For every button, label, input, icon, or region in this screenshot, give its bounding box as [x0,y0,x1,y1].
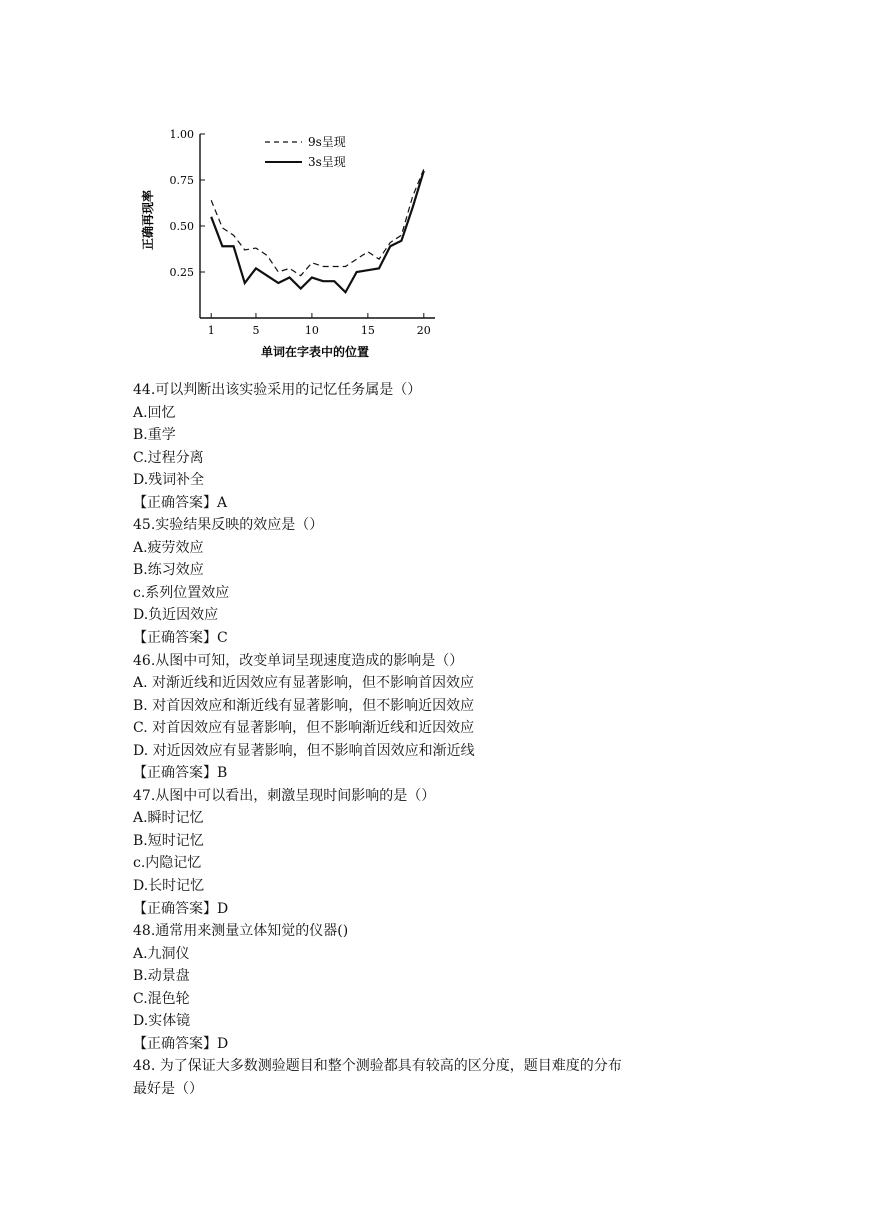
series-line-9s [211,169,424,276]
text-line: D.实体镜 [133,1013,191,1030]
x-tick-label: 20 [416,324,431,337]
x-tick-label: 5 [252,324,260,337]
chart-ticks [170,128,431,337]
series-line-3s [211,171,424,292]
text-line: C. 对首因效应有显著影响，但不影响渐近线和近因效应 [133,720,475,737]
y-tick-label: 0.50 [169,220,194,233]
text-line: 48. 为了保证大多数测验题目和整个测验都具有较高的区分度，题目难度的分布 [133,1058,622,1075]
text-line: 【正确答案】D [133,1035,229,1052]
text-line: 48.通常用来测量立体知觉的仪器() [133,923,349,940]
x-axis-label: 单词在字表中的位置 [260,345,370,359]
text-line: 最好是（） [133,1080,203,1097]
text-line: D.长时记忆 [133,878,205,895]
text-line: c.系列位置效应 [133,584,230,601]
legend-label: 3s呈现 [308,155,346,169]
text-line: c.内隐记忆 [133,855,202,872]
text-line: D.残词补全 [133,472,205,489]
legend-label: 9s呈现 [308,135,346,149]
question-text [133,379,753,1101]
chart-series [211,169,424,292]
text-line: 【正确答案】B [133,765,228,782]
text-line: 44.可以判断出该实验采用的记忆任务属是（） [133,382,422,398]
y-tick-label: 0.25 [169,266,194,279]
text-line: A.回忆 [133,404,176,421]
text-line: C.过程分离 [133,449,204,466]
text-line: 【正确答案】D [133,900,229,917]
text-line: B.短时记忆 [133,832,204,849]
chart-svg [130,120,450,370]
y-tick-label: 1.00 [169,128,194,141]
text-line: A.瞬时记忆 [133,810,204,827]
x-tick-label: 15 [360,324,375,337]
text-line: A. 对渐近线和近因效应有显著影响，但不影响首因效应 [133,675,475,692]
y-tick-label: 0.75 [169,174,194,187]
x-tick-label: 1 [207,324,215,337]
text-line: 47.从图中可以看出，刺激呈现时间影响的是（） [133,787,436,804]
text-line: 【正确答案】A [133,494,228,511]
text-line: A.九洞仪 [133,945,190,962]
text-line: B.动景盘 [133,968,190,985]
text-line: 46.从图中可知，改变单词呈现速度造成的影响是（） [133,652,464,669]
text-line: D.负近因效应 [133,607,219,624]
text-line: 45.实验结果反映的效应是（） [133,517,324,534]
text-line: 【正确答案】C [133,630,228,647]
chart-legend [265,135,346,169]
text-line: B.重学 [133,427,176,444]
text-line: B. 对首因效应和渐近线有显著影响，但不影响近因效应 [133,697,475,714]
y-axis-label: 正确再现率 [141,189,155,251]
text-line: A.疲劳效应 [133,539,204,556]
text-line: D. 对近因效应有显著影响，但不影响首因效应和渐近线 [133,742,475,759]
text-line: C.混色轮 [133,990,190,1007]
text-line: B.练习效应 [133,562,204,579]
x-tick-label: 10 [304,324,319,337]
serial-position-chart [130,120,450,370]
